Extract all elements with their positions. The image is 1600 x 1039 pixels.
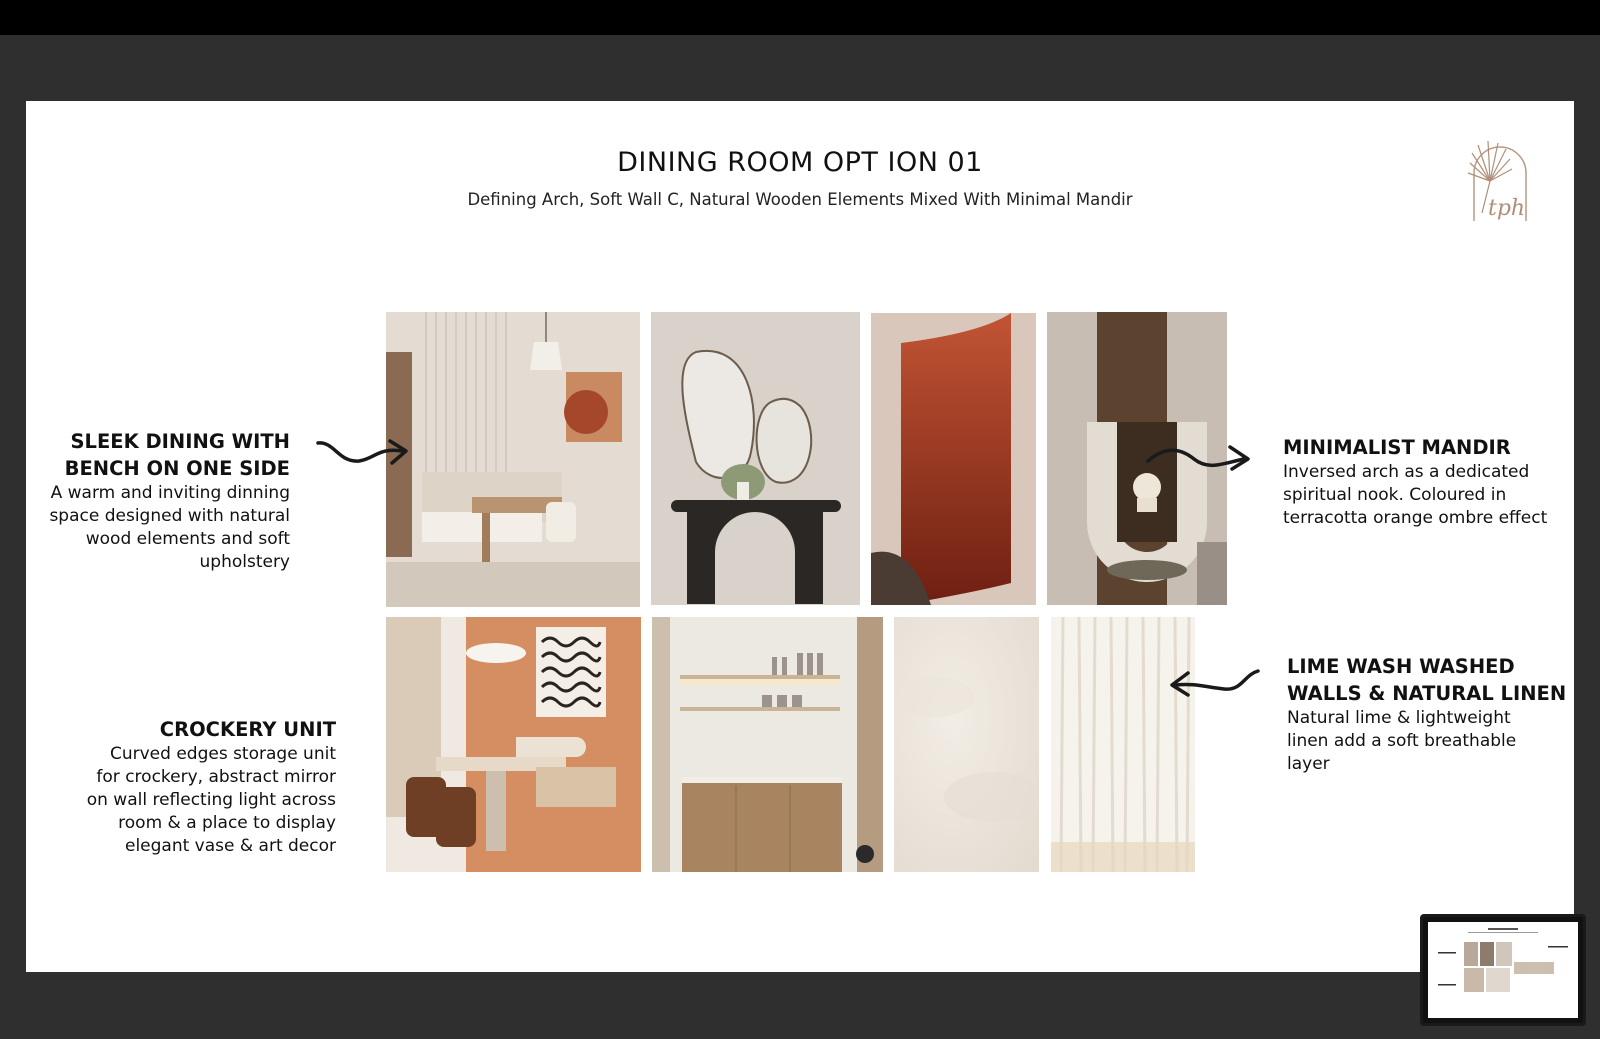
mandir-desc-line: Inversed arch as a dedicated	[1283, 462, 1530, 482]
presentation-slide	[26, 101, 1574, 972]
crockery-heading: CROCKERY UNIT	[159, 718, 336, 741]
top-bar	[0, 0, 1600, 35]
dining-orange-wall-photo	[386, 617, 641, 872]
limewash-label	[1287, 653, 1567, 776]
dining-desc-line: space designed with natural	[49, 506, 290, 526]
arrow-mandir-icon	[1144, 439, 1254, 479]
linen-curtain-photo	[1051, 617, 1195, 872]
thumbnail-preview	[1428, 922, 1578, 1018]
limewash-heading-line2: WALLS & NATURAL LINEN	[1287, 682, 1567, 705]
mandir-desc-line: terracotta orange ombre effect	[1283, 508, 1548, 528]
mandir-desc-line: spiritual nook. Coloured in	[1283, 485, 1507, 505]
mandir-label	[1283, 434, 1563, 530]
arrow-limewash-icon	[1164, 663, 1264, 703]
slide-thumbnail[interactable]	[1420, 914, 1586, 1026]
dining-label	[36, 428, 290, 574]
dining-desc-line: A warm and inviting dinning	[50, 483, 290, 503]
terracotta-panel-photo	[871, 313, 1036, 605]
limewash-desc-line: Natural lime & lightweight	[1287, 708, 1511, 728]
logo-text: tph	[1488, 196, 1526, 221]
slide-title: DINING ROOM OPT ION 01	[617, 147, 983, 178]
slide-subtitle: Defining Arch, Soft Wall C, Natural Wooden Elements Mixed With Minimal Mandir	[467, 190, 1133, 209]
crockery-desc-line: elegant vase & art decor	[124, 836, 336, 856]
limewash-heading-line1: LIME WASH WASHED	[1287, 655, 1515, 678]
dining-desc-line: upholstery	[199, 552, 290, 572]
arrow-dining-icon	[314, 433, 414, 473]
dining-desc-line: wood elements and soft	[85, 529, 290, 549]
crockery-desc-line: for crockery, abstract mirror	[96, 767, 336, 787]
lime-wash-texture-photo	[894, 617, 1039, 872]
crockery-label	[56, 716, 336, 858]
tph-logo	[1460, 133, 1540, 229]
crockery-desc-line: room & a place to display	[118, 813, 336, 833]
mirror-console-photo	[651, 312, 860, 605]
crockery-desc-line: Curved edges storage unit	[109, 744, 336, 764]
dining-heading-line1: SLEEK DINING WITH	[70, 430, 290, 453]
crockery-desc-line: on wall reflecting light across	[86, 790, 336, 810]
dining-heading-line2: BENCH ON ONE SIDE	[64, 457, 290, 480]
dining-bench-photo	[386, 312, 640, 607]
mandir-heading: MINIMALIST MANDIR	[1283, 436, 1511, 459]
limewash-desc-line: layer	[1287, 754, 1330, 774]
limewash-desc-line: linen add a soft breathable	[1287, 731, 1517, 751]
crockery-unit-photo	[652, 617, 883, 872]
